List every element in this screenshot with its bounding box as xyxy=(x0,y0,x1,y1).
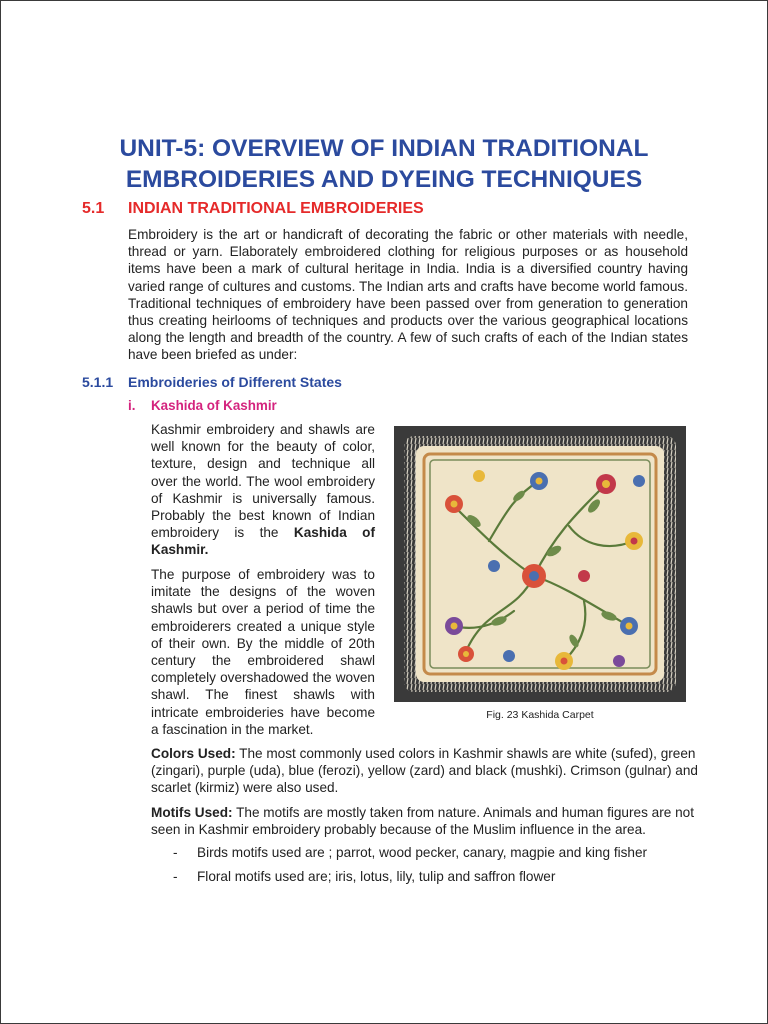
list-item xyxy=(173,844,647,861)
motifs-used-paragraph xyxy=(151,804,701,838)
figure-caption: Fig. 23 Kashida Carpet xyxy=(486,709,594,721)
section-title: INDIAN TRADITIONAL EMBROIDERIES xyxy=(128,200,424,217)
kashida-paragraph-1-text: Kashmir embroidery and shawls are well known for the beauty of color, texture, design and technique all over the world. The wool embroidery of Kashmir is universally famous. Probably the best known of Indian embroidery is the xyxy=(151,422,375,541)
list-item-text: Floral motifs used are; iris, lotus, lily, tulip and saffron flower xyxy=(197,869,556,884)
section-heading xyxy=(82,200,424,218)
list-item-text: Birds motifs used are ; parrot, wood pecker, canary, magpie and king fisher xyxy=(197,845,648,860)
list-item-dash: - xyxy=(173,845,178,860)
colors-used-label: Colors Used: xyxy=(151,746,236,761)
page-title-line-1: UNIT-5: OVERVIEW OF INDIAN TRADITIONAL xyxy=(119,135,649,162)
list-item xyxy=(173,868,555,885)
kashida-carpet-image xyxy=(394,426,686,702)
motifs-used-label: Motifs Used: xyxy=(151,805,233,820)
item-number: i. xyxy=(128,398,136,413)
kashida-paragraph-1-bold: Kashida of Kashmir. xyxy=(151,525,375,558)
kashida-paragraph-1 xyxy=(151,421,375,559)
subsection-heading xyxy=(82,374,342,390)
colors-used-text: The most commonly used colors in Kashmir shawls are white (sufed), green (zingari), purple (uda), blue (ferozi), yellow (zard) and black (mushki). Crimson (gulnar) and scarlet (kirmiz) were also used. xyxy=(151,746,698,796)
colors-used-paragraph xyxy=(151,745,701,797)
kashida-paragraph-2: The purpose of embroidery was to imitate the designs of the woven shawls but over a period of time the embroiderers created a unique style of their own. By the middle of 20th century the embroidered shawl completely overshadowed the woven shawl. The finest shawls with intricate embroideries have become a fascination in the market. xyxy=(151,567,375,737)
item-title: Kashida of Kashmir xyxy=(151,398,277,413)
subsection-title: Embroideries of Different States xyxy=(128,374,342,390)
list-item-dash: - xyxy=(173,869,178,884)
motifs-used-text: The motifs are mostly taken from nature. Animals and human figures are not seen in Kashmir embroidery probably because of the Muslim influence in the area. xyxy=(151,805,694,838)
section-number: 5.1 xyxy=(82,200,105,217)
intro-paragraph: Embroidery is the art or handicraft of decorating the fabric or other materials with needle, thread or yarn. Elaborately embroidered clothing for religious purposes or as household items have been a mark of cultural heritage in India. India is a diversified country having varied range of cultures and customs. The Indian arts and crafts have become world famous. Traditional techniques of embroidery have been passed over from generation to generation thus creating heirlooms of techniques and products over the various geographical locations along the length and breadth of the country. A few of such crafts of each of the Indian states have been briefed as under: xyxy=(128,227,688,363)
page-title-line-2: EMBROIDERIES AND DYEING TECHNIQUES xyxy=(125,166,643,193)
page-title xyxy=(40,133,728,195)
subsection-number: 5.1.1 xyxy=(82,374,114,390)
item-heading xyxy=(128,398,277,413)
